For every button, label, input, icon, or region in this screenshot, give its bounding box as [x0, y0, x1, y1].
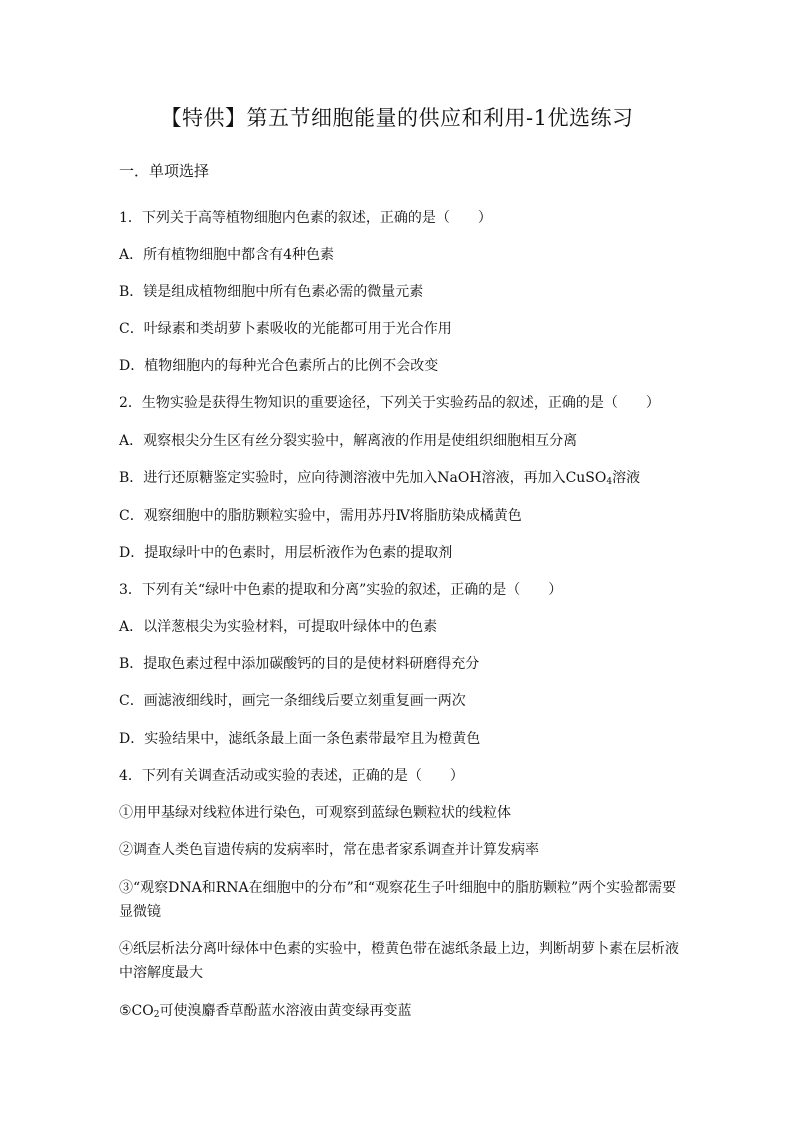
- question-2-option-b: [119, 467, 679, 489]
- section-heading: 一．单项选择: [119, 162, 210, 180]
- statement-5-text: ⑤CO: [119, 1003, 154, 1019]
- question-3-option-b: B．提取色素过程中添加碳酸钙的目的是使材料研磨得充分: [119, 656, 480, 672]
- page-title: 【特供】第五节细胞能量的供应和利用-1优选练习: [160, 106, 634, 130]
- question-2-stem: 2．生物实验是获得生物知识的重要途径，下列关于实验药品的叙述，正确的是（ ）: [119, 395, 660, 411]
- question-1-stem: 1．下列关于高等植物细胞内色素的叙述，正确的是（ ）: [119, 210, 492, 226]
- question-1-option-b: B．镁是组成植物细胞中所有色素必需的微量元素: [119, 284, 424, 300]
- option-b-text: B．进行还原糖鉴定实验时，应向待测溶液中先加入NaOH溶液，再加入CuSO: [119, 470, 607, 486]
- subscript: 2: [153, 1010, 160, 1020]
- question-1-option-a: A．所有植物细胞中都含有4种色素: [119, 247, 335, 263]
- question-4-statement-5: [119, 1000, 679, 1022]
- question-3-stem: 3．下列有关“绿叶中色素的提取和分离”实验的叙述，正确的是（ ）: [119, 582, 563, 598]
- subscript: 4: [606, 477, 613, 487]
- statement-5-text-end: 可使溴麝香草酚蓝水溶液由黄变绿再变蓝: [159, 1003, 412, 1019]
- question-3-option-c: C．画滤液细线时，画完一条细线后要立刻重复画一两次: [119, 693, 466, 709]
- question-4-statement-1: ①用甲基绿对线粒体进行染色，可观察到蓝绿色颗粒状的线粒体: [119, 805, 511, 821]
- question-3-option-a: A．以洋葱根尖为实验材料，可提取叶绿体中的色素: [119, 619, 438, 635]
- question-4-statement-2: ②调查人类色盲遗传病的发病率时，常在患者家系调查并计算发病率: [119, 842, 539, 858]
- question-2-option-a: A．观察根尖分生区有丝分裂实验中，解离液的作用是使组织细胞相互分离: [119, 433, 578, 449]
- option-b-text-end: 溶液: [612, 470, 641, 486]
- question-2-option-d: D．提取绿叶中的色素时，用层析液作为色素的提取剂: [119, 545, 453, 561]
- question-4-statement-4: ④纸层析法分离叶绿体中色素的实验中，橙黄色带在滤纸条最上边，判断胡萝卜素在层析液中溶解度最大: [119, 941, 679, 981]
- question-4-stem: 4．下列有关调查活动或实验的表述，正确的是（ ）: [119, 768, 464, 784]
- question-4-statement-3: ③“观察DNA和RNA在细胞中的分布”和“观察花生子叶细胞中的脂肪颗粒”两个实验都需要显微镜: [119, 880, 677, 920]
- question-1-option-d: D．植物细胞内的每种光合色素所占的比例不会改变: [119, 358, 439, 374]
- question-1-option-c: C．叶绿素和类胡萝卜素吸收的光能都可用于光合作用: [119, 321, 452, 337]
- question-2-option-c: C．观察细胞中的脂肪颗粒实验中，需用苏丹Ⅳ将脂肪染成橘黄色: [119, 508, 522, 524]
- question-3-option-d: D．实验结果中，滤纸条最上面一条色素带最窄且为橙黄色: [119, 731, 481, 747]
